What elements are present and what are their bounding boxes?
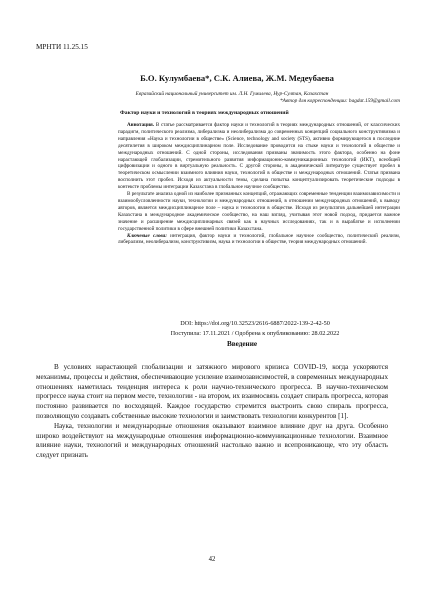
corresponding-email: *Автор для корреспонденции: bagdat.159@gmail.com [279,98,400,104]
abstract-text: В статье рассматривается фактор науки и технологий в теориях международных отношений, от классических парадигм, политического реализма, либерализма и неолиберализма до современных концепций социального конструктивизма и направления «Наука и технологии в обществе» (Science, technology and society (STS), активно формирующегося в последние десятилетия в широком междисциплинарном поле. Исследование проводится на стыке науки и технологий в обществе и международных отношений. С одной стороны, исследования призваны значимость этого фактора, особенно на фоне нарастающей глобализации, стремительного развития информационно-коммуникационных технологий (ИКТ), всеобщей цифровизации и одного в виртуальную реальность. С другой стороны, в академической литературе существует пробел в теоретическом осмыслении взаимного влияния науки, технологий в обществе и международных отношений. Статья призвана восполнить этот пробел. Исходя из актуальности темы, сделана попытка концептуализировать теоретические подходы в контексте проблемы интеграции Казахстана в глобальное научное сообщество. [118,122,400,191]
affiliation-block [60,91,404,105]
body-paragraph-1: В условиях нарастающей глобализации и затяжного мирового кризиса COVID-19, когда ускоряются механизмы, процессы и действия, обеспечивающие усиление взаимозависимостей, в современных международных отношениях наметилась тенденция интереса к роли научно-технического прогресса. В научно-техническом прогрессе наука стоит на первом месте, технологии - на втором, их взаимосвязь создает спираль прогресса, которая постоянно развивается по восходящей. Каждое государство стремится выстроить свою спираль прогресса, позволяющую создавать собственные высокие технологии и заимствовать технологии конкурентов [1]. [36,363,388,420]
keywords-paragraph [118,233,400,247]
abstract-paragraph [118,122,400,191]
abstract-paragraph-2: В результате анализа одной из наиболее признанных концепций, отражающих современные тенденции взаимозависимости и взаимообусловленности науки, технологии и международных отношений, в отношении международных отношений, к выводу авторов, является междисциплинарное поле – наука и технологии в обществе. Исходя из результатов дальнейшей интеграции Казахстана в международное академическое сообщество, на наш взгляд, учитывая этот новой подход, придается важное значение и расширение междисциплинарных связей как в научных исследованиях, так и в вырабатке и исполнении государственной политики в сфере внешней политики Казахстана. [118,191,400,232]
abstract-label: Аннотация. [127,122,155,128]
keywords-label: Ключевые слова: [127,232,167,239]
body-text [36,363,388,461]
doi-link[interactable]: DOI: https://doi.org/10.32523/2616-6887/2022-139-2-42-50 [180,320,330,327]
affiliation: Евразийский национальный университет им. Л.Н. Гумилева, Нур-Султан, Казахстан [135,91,329,97]
keywords-text: интеграция, фактор науки и технологий, глобальное научное сообщество, политический реализм, либерализм, неолиберализм, конструктивизм, наука и технологии в обществе, теория международных отношений. [118,232,401,246]
body-paragraph-2: Наука, технологии и международные отношения оказывают взаимное влияние друг на друга. Особенно широко воздействуют на международные отношения информационно-коммуникационные технологии. Взаимное влияние науки, технологий и международных отношений настолько важно и всепроникающе, что эту область следует признать [36,421,388,460]
page-number: 42 [208,556,216,563]
mrnti-code: МРНТИ 11.25.15 [36,43,88,51]
authors: Б.О. Кулумбаева*, С.К. Алиева, Ж.М. Медеубаева [140,73,334,83]
section-title: Введение [226,340,258,348]
abstract-block [118,122,400,246]
publication-info [0,319,424,339]
article-title: Фактор науки и технологий в теориях международных отношений [120,110,289,116]
dates: Поступила: 17.11.2021 / Одобрена к опубликованию: 28.02.2022 [170,330,340,337]
